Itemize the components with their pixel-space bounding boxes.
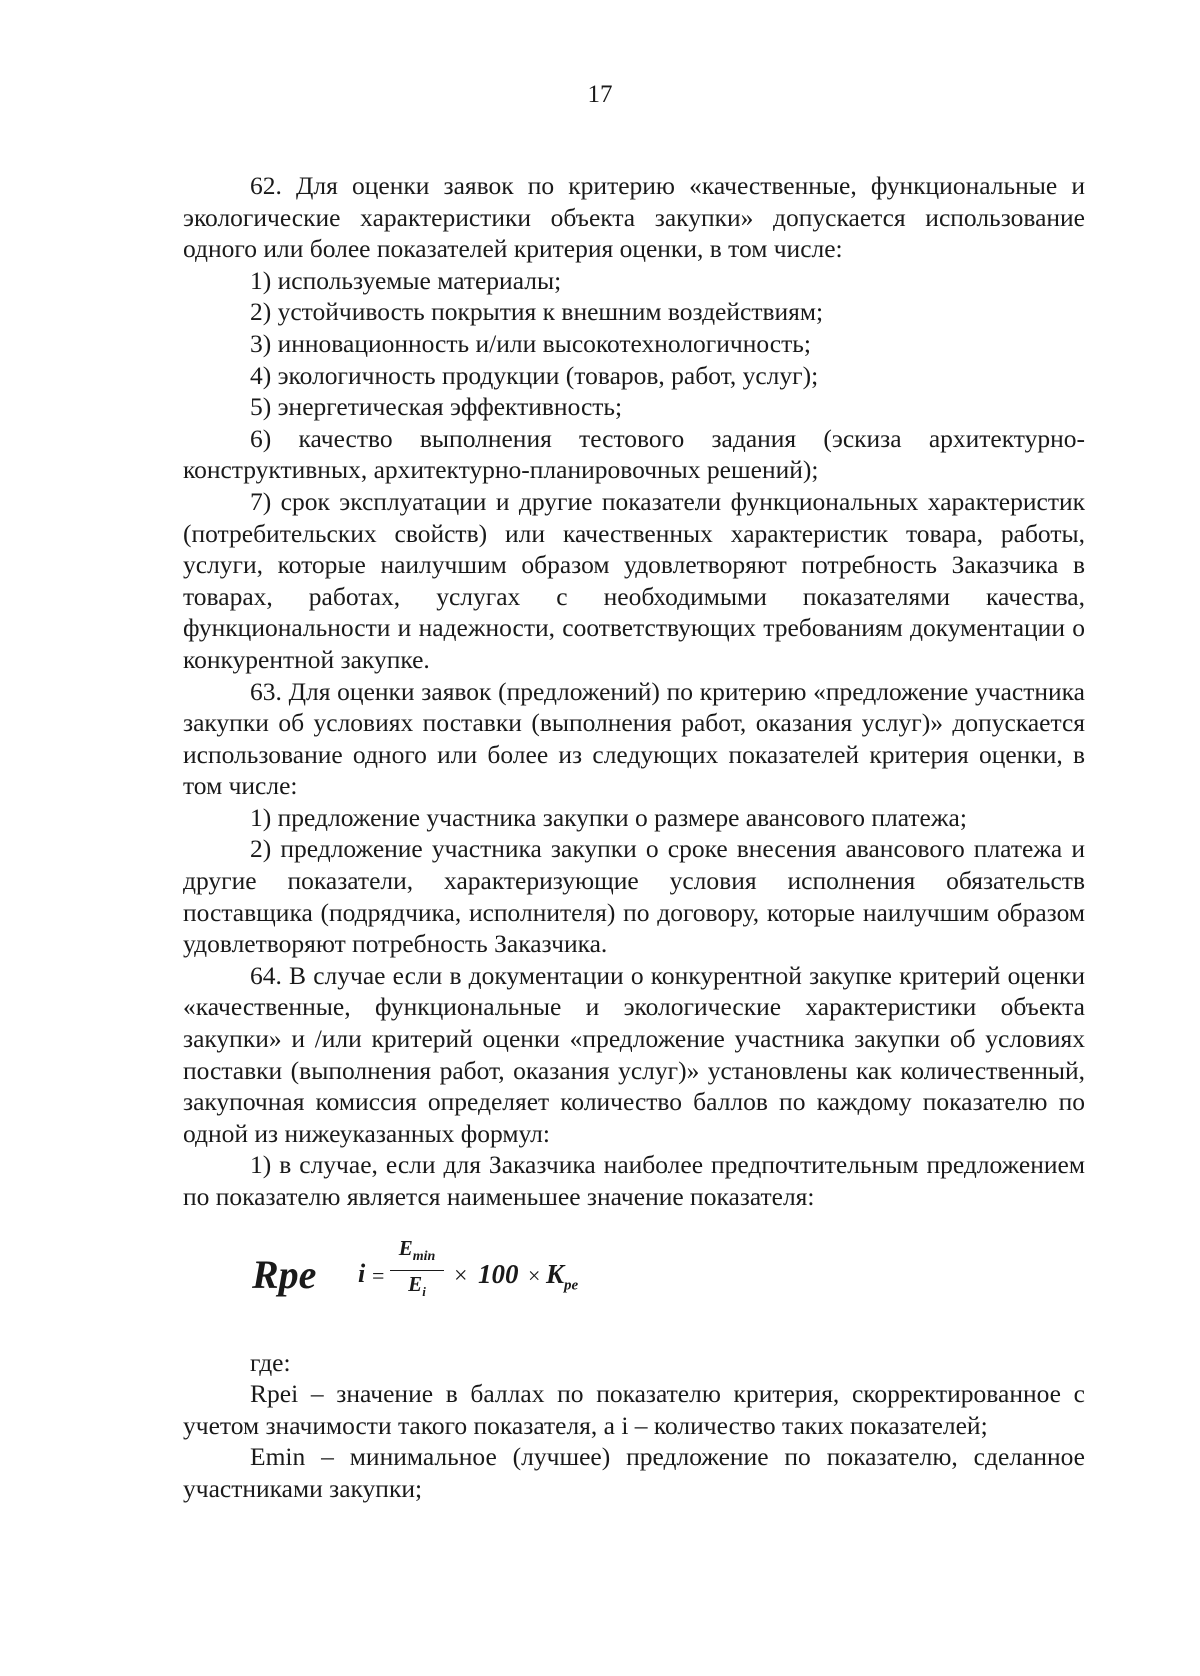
- list-item-1: 1) используемые материалы;: [250, 265, 562, 295]
- paragraph-63: 63. Для оценки заявок (предложений) по критерию «предложение участника закупки об условиях поставки (выполнения работ, оказания услуг)» допускается использование одного или более из следующих показателей критерия оценки, в том числе:: [183, 676, 1085, 801]
- formula-numerator: $E_{min}$: [390, 1235, 444, 1271]
- list-item-7: 7) срок эксплуатации и другие показатели функциональных характеристик (потребительских свойств) или качественных характеристик товара, работы, услуги, которые наилучшим образом удовлетворяют потребность Заказчика в товарах, работах, услугах с необходимыми показателями качества, функциональности и надежности, соответствующих требованиям документации о конкурентной закупке.: [183, 486, 1085, 674]
- list-item-63-1: 1) предложение участника закупки о размере авансового платежа;: [250, 802, 967, 832]
- list-item-64-1: 1) в случае, если для Заказчика наиболее предпочтительным предложением по показателю является наименьшее значение показателя:: [183, 1150, 1085, 1211]
- definition-rpei: Rpei – значение в баллах по показателю критерия, скорректированное с учетом значимости такого показателя, а i – количество таких показателей;: [183, 1379, 1085, 1440]
- list-item-3: 3) инновационность и/или высокотехнологичность;: [250, 328, 811, 358]
- paragraph-62: 62. Для оценки заявок по критерию «качественные, функциональные и экологические характеристики объекта закупки» допускается использование одного или более показателей критерия оценки, в том числе:: [183, 171, 1085, 264]
- definition-emin: Emin – минимальное (лучшее) предложение по показателю, сделанное участниками закупки;: [183, 1442, 1085, 1503]
- document-body: [183, 170, 1085, 1505]
- page-number: 17: [587, 81, 613, 108]
- formula-lhs-subscript: i: [358, 1258, 366, 1288]
- formula-coefficient: $K_{pe}$: [546, 1258, 579, 1293]
- formula-lhs: Rpe: [252, 1251, 317, 1297]
- formula-times: ×: [454, 1262, 468, 1289]
- formula-fraction: [390, 1235, 444, 1305]
- formula-constant: 100: [478, 1258, 519, 1289]
- formula-equals: =: [372, 1262, 385, 1288]
- list-item-2: 2) устойчивость покрытия к внешним воздействиям;: [250, 297, 824, 327]
- list-item-5: 5) энергетическая эффективность;: [250, 392, 623, 422]
- score-formula: [250, 1213, 1085, 1331]
- formula-denominator: $E_i$: [408, 1271, 426, 1299]
- formula-times-2: ×: [528, 1262, 541, 1288]
- list-item-4: 4) экологичность продукции (товаров, работ, услуг);: [250, 360, 819, 390]
- where-label: где:: [250, 1347, 291, 1377]
- list-item-6: 6) качество выполнения тестового задания (эскиза архитектурно-конструктивных, архитектурно-планировочных решений);: [183, 423, 1085, 485]
- paragraph-64: 64. В случае если в документации о конкурентной закупке критерий оценки «качественные, функциональные и экологические характеристики объекта закупки» и /или критерий оценки «предложение участника закупки об условиях поставки (выполнения работ, оказания услуг)» установлены как количественный, закупочная комиссия определяет количество баллов по каждому показателю по одной из нижеуказанных формул:: [183, 960, 1085, 1148]
- list-item-63-2: 2) предложение участника закупки о сроке внесения авансового платежа и другие показатели, характеризующие условия исполнения обязательств поставщика (подрядчика, исполнителя) по договору, которые наилучшим образом удовлетворяют потребность Заказчика.: [183, 834, 1085, 959]
